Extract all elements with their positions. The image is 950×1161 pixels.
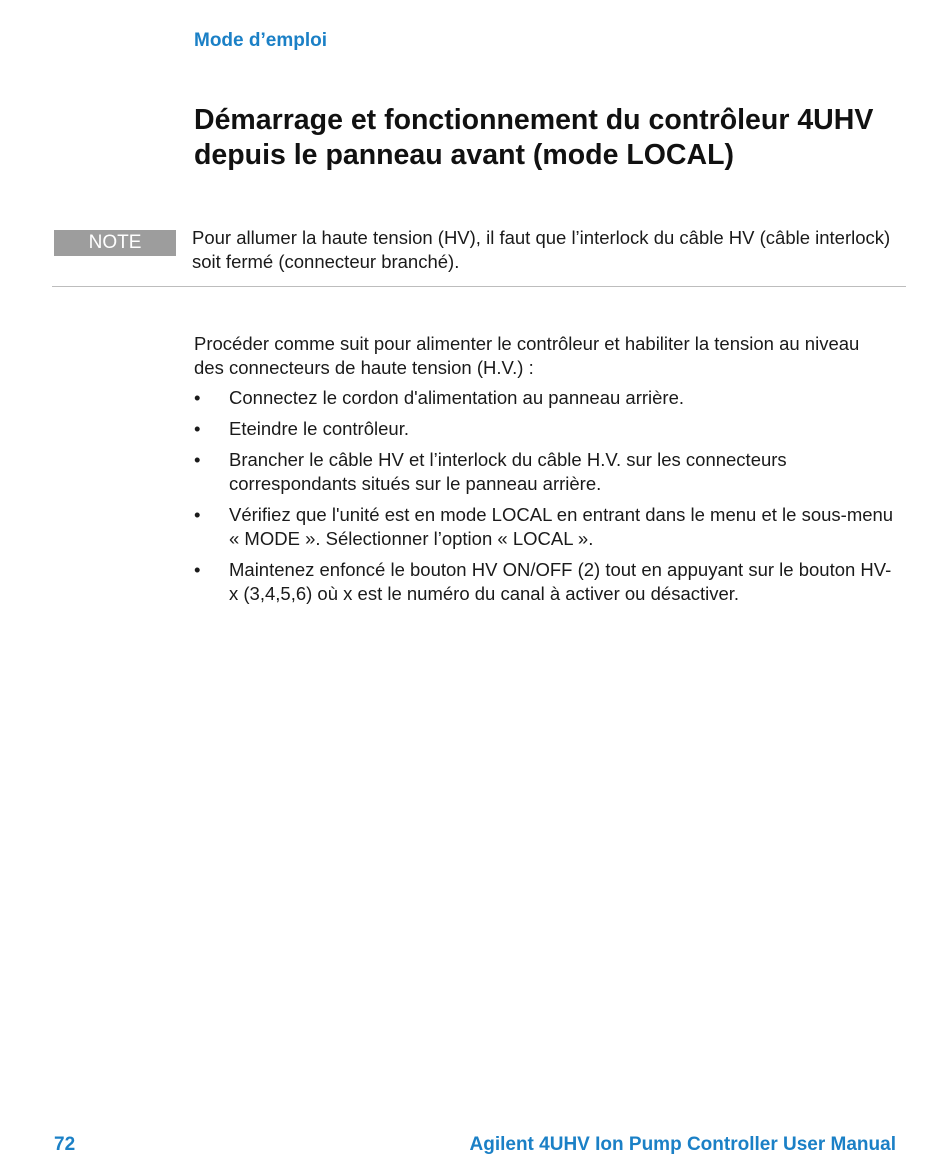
manual-title: Agilent 4UHV Ion Pump Controller User Manual	[469, 1134, 896, 1155]
bullet-icon: •	[194, 504, 201, 525]
step-text: Maintenez enfoncé le bouton HV ON/OFF (2) tout en appuyant sur le bouton HV-x (3,4,5,6) où x est le numéro du canal à activer ou désactiver.	[229, 559, 892, 604]
bullet-icon: •	[194, 449, 201, 470]
list-item	[194, 503, 894, 551]
list-item	[194, 417, 894, 441]
page-number: 72	[54, 1134, 76, 1155]
intro-paragraph: Procéder comme suit pour alimenter le contrôleur et habiliter la tension au niveau des connecteurs de haute tension (H.V.) :	[194, 333, 860, 378]
bullet-icon: •	[194, 559, 201, 580]
step-text: Eteindre le contrôleur.	[229, 418, 409, 439]
bullet-icon: •	[194, 387, 201, 408]
list-item	[194, 558, 894, 606]
step-text: Brancher le câble HV et l’interlock du câble H.V. sur les connecteurs correspondants situés sur le panneau arrière.	[229, 449, 787, 494]
page-title: Démarrage et fonctionnement du contrôleur 4UHV depuis le panneau avant (mode LOCAL)	[194, 104, 874, 171]
steps-list	[194, 386, 894, 613]
note-divider	[52, 286, 906, 287]
note-text: Pour allumer la haute tension (HV), il faut que l’interlock du câble HV (câble interlock) soit fermé (connecteur branché).	[192, 227, 891, 272]
step-text: Connectez le cordon d'alimentation au panneau arrière.	[229, 387, 685, 408]
note-badge: NOTE	[54, 230, 176, 256]
step-text: Vérifiez que l'unité est en mode LOCAL en entrant dans le menu et le sous-menu « MODE ». Sélectionner l’option « LOCAL ».	[229, 504, 894, 549]
bullet-icon: •	[194, 418, 201, 439]
list-item	[194, 448, 894, 496]
list-item	[194, 386, 894, 410]
section-header: Mode d’emploi	[194, 30, 327, 51]
